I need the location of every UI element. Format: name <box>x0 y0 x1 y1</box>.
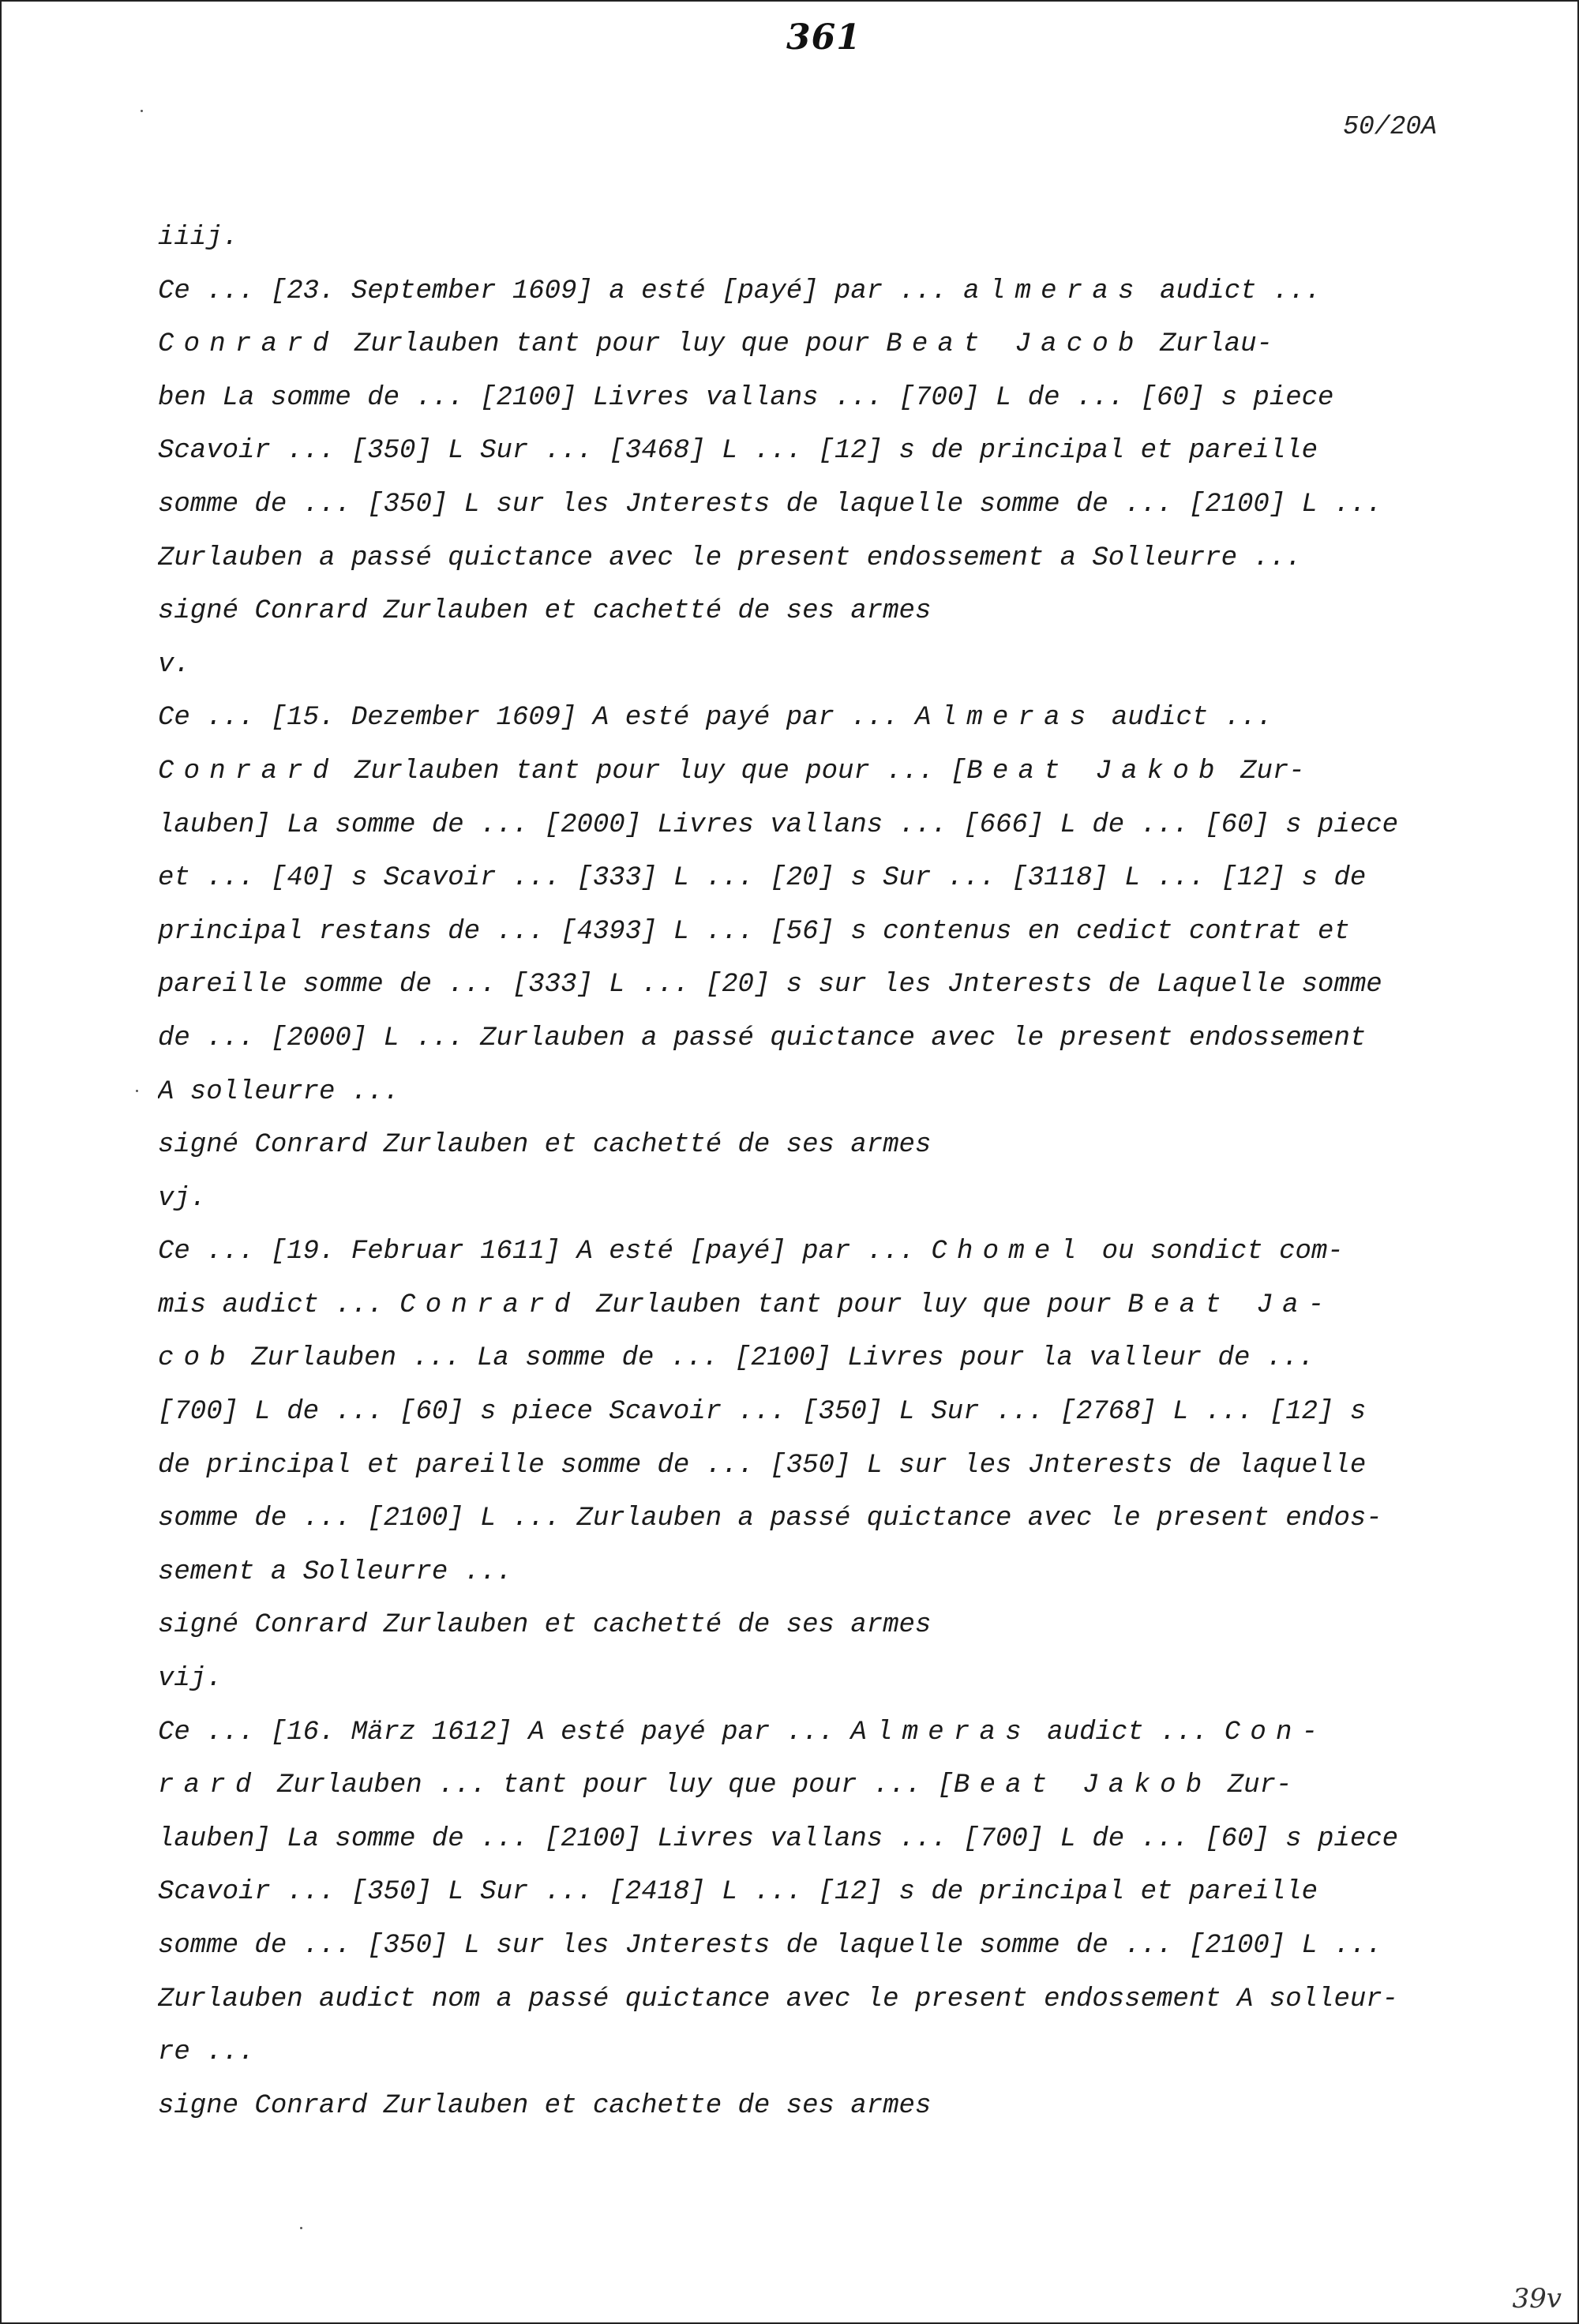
spaced-name: Beat Jakob <box>953 1770 1212 1801</box>
text-segment: de ... [2000] L ... Zurlauben a passé quictance avec le present endossement <box>158 1023 1367 1053</box>
spaced-name: Conrard <box>158 329 339 360</box>
text-segment: A solleurre ... <box>158 1076 400 1107</box>
text-segment: audict ... <box>1095 703 1273 734</box>
spaced-name: rard <box>158 1770 261 1801</box>
text-line <box>158 799 1453 853</box>
folio-number-handwritten: 361 <box>786 17 861 58</box>
text-line <box>158 479 1453 532</box>
text-segment: Zurlauben tant pour luy que pour ... [ <box>338 756 967 787</box>
text-line <box>158 265 1453 319</box>
text-line <box>158 1920 1453 1973</box>
text-segment: audict ... <box>1143 276 1322 306</box>
text-line <box>158 532 1453 586</box>
text-segment: de principal et pareille somme de ... [350] L sur les Jnterests de laquelle <box>158 1450 1367 1481</box>
text-segment: signé Conrard Zurlauben et cachetté de ses armes <box>158 596 932 627</box>
text-segment: re ... <box>158 2037 255 2068</box>
text-segment: Scavoir ... [350] L Sur ... [2418] L ... [12] s de principal et pareille <box>158 1877 1318 1908</box>
text-line <box>158 1866 1453 1920</box>
text-line <box>158 2080 1453 2134</box>
text-line <box>158 1599 1453 1653</box>
text-segment: [700] L de ... [60] s piece Scavoir ... [350] L Sur ... [2768] L ... [12] s <box>158 1397 1367 1428</box>
text-line <box>158 852 1453 906</box>
text-line <box>158 1973 1453 2027</box>
spaced-name: Chomel <box>931 1237 1086 1267</box>
text-segment: audict ... <box>1030 1717 1225 1748</box>
stray-mark <box>141 110 143 112</box>
text-segment: somme de ... [2100] L ... Zurlauben a passé quictance avec le present endos- <box>158 1504 1382 1534</box>
text-segment: ou sondict com- <box>1086 1237 1344 1267</box>
text-segment: Zurlauben ... La somme de ... [2100] Livres pour la valleur de ... <box>234 1343 1315 1374</box>
spaced-name: Almeras <box>850 1717 1031 1748</box>
spaced-name: Con- <box>1224 1717 1328 1748</box>
text-segment: Zur- <box>1224 756 1305 787</box>
stray-mark <box>136 1090 138 1092</box>
text-line <box>158 585 1453 639</box>
text-segment: Zurlauben audict nom a passé quictance avec le present endossement A solleur- <box>158 1984 1399 2014</box>
text-segment: Zurlauben ... tant pour luy que pour ... [ <box>261 1770 954 1801</box>
text-line <box>158 745 1453 799</box>
text-line <box>158 1813 1453 1867</box>
text-segment: sement a Solleurre ... <box>158 1556 512 1587</box>
spaced-name: Almeras <box>914 703 1096 734</box>
text-line <box>158 425 1453 479</box>
text-line <box>158 1332 1453 1386</box>
spaced-name: almeras <box>963 276 1144 306</box>
text-segment: somme de ... [350] L sur les Jnterests de laquelle somme de ... [2100] L ... <box>158 1931 1382 1961</box>
text-segment: signe Conrard Zurlauben et cachette de ses armes <box>158 2090 932 2121</box>
text-line <box>158 906 1453 959</box>
text-line <box>158 1440 1453 1493</box>
spaced-name: Beat Ja- <box>1127 1290 1334 1320</box>
text-line <box>158 1386 1453 1440</box>
text-line <box>158 1706 1453 1760</box>
text-segment: somme de ... [350] L sur les Jnterests de laquelle somme de ... [2100] L ... <box>158 489 1382 520</box>
text-line <box>158 1492 1453 1546</box>
text-line <box>158 959 1453 1012</box>
spaced-name: cob <box>158 1343 235 1374</box>
text-segment: Zurlauben tant pour luy que pour <box>338 329 887 360</box>
text-segment: Ce ... [15. Dezember 1609] A esté payé par ... <box>158 703 915 734</box>
spaced-name: Beat Jacob <box>886 329 1144 360</box>
text-line <box>158 372 1453 426</box>
text-line <box>158 1226 1453 1279</box>
text-segment: signé Conrard Zurlauben et cachetté de ses armes <box>158 1130 932 1161</box>
text-segment: Zurlau- <box>1143 329 1273 360</box>
entry-heading: vij. <box>158 1664 223 1695</box>
reference-number: 50/20A <box>1343 112 1437 141</box>
text-segment: principal restans de ... [4393] L ... [56] s contenus en cedict contrat et <box>158 916 1350 947</box>
text-segment: pareille somme de ... [333] L ... [20] s sur les Jnterests de Laquelle somme <box>158 970 1382 1001</box>
text-segment: signé Conrard Zurlauben et cachetté de ses armes <box>158 1610 932 1641</box>
text-line <box>158 1279 1453 1333</box>
text-segment: Scavoir ... [350] L Sur ... [3468] L ... [12] s de principal et pareille <box>158 436 1318 467</box>
text-line <box>158 1546 1453 1600</box>
text-segment: Ce ... [19. Februar 1611] A esté [payé] par ... <box>158 1237 932 1267</box>
text-segment: mis audict ... <box>158 1290 400 1320</box>
text-segment: Zurlauben tant pour luy que pour <box>579 1290 1128 1320</box>
text-line <box>158 1066 1453 1120</box>
stray-mark <box>300 2227 302 2229</box>
text-line <box>158 692 1453 745</box>
text-line <box>158 2026 1453 2080</box>
text-line <box>158 1759 1453 1813</box>
corner-folio-note: 39v <box>1512 2283 1562 2315</box>
entry-heading: vj. <box>158 1183 207 1214</box>
text-segment: ben La somme de ... [2100] Livres vallans ... [700] L de ... [60] s piece <box>158 382 1334 413</box>
transcription-body <box>158 212 1453 2133</box>
text-segment: lauben] La somme de ... [2100] Livres vallans ... [700] L de ... [60] s piece <box>158 1823 1399 1854</box>
text-segment: et ... [40] s Scavoir ... [333] L ... [20] s Sur ... [3118] L ... [12] s de <box>158 863 1367 894</box>
text-line <box>158 1012 1453 1066</box>
entry-heading: iiij. <box>158 223 239 253</box>
text-segment: Ce ... [23. September 1609] a esté [payé] par ... <box>158 276 964 306</box>
text-segment: Zur- <box>1211 1770 1292 1801</box>
text-segment: lauben] La somme de ... [2000] Livres vallans ... [666] L de ... [60] s piece <box>158 809 1399 840</box>
spaced-name: Conrard <box>158 756 339 787</box>
spaced-name: Conrard <box>399 1290 580 1320</box>
text-segment: Zurlauben a passé quictance avec le present endossement a Solleurre ... <box>158 543 1302 573</box>
text-segment: Ce ... [16. März 1612] A esté payé par ... <box>158 1717 851 1748</box>
spaced-name: Beat Jakob <box>966 756 1225 787</box>
text-line <box>158 1119 1453 1173</box>
text-line <box>158 318 1453 372</box>
entry-heading: v. <box>158 649 190 680</box>
